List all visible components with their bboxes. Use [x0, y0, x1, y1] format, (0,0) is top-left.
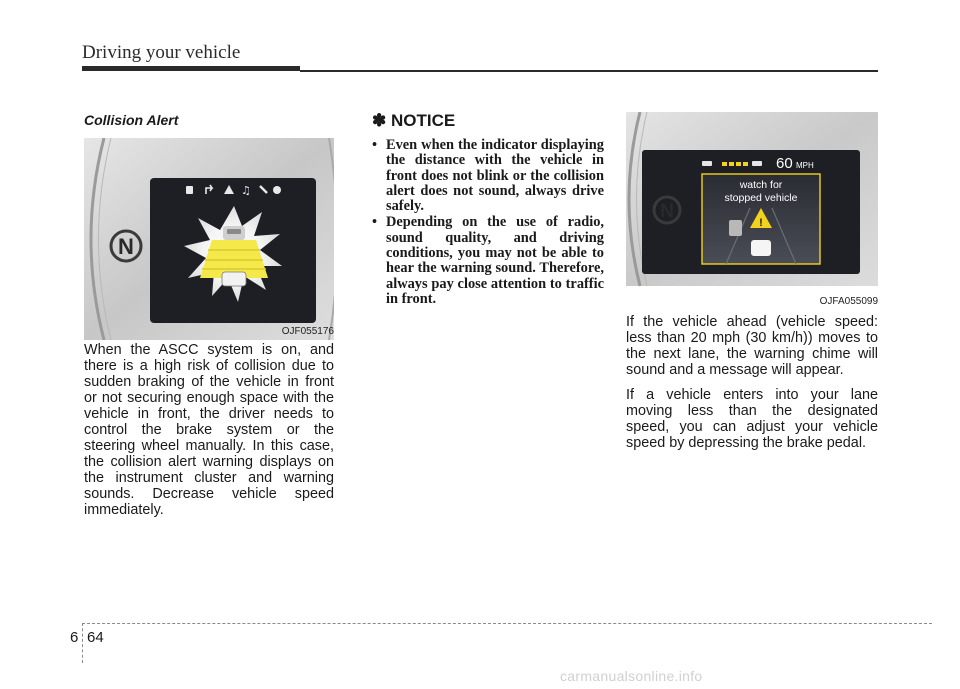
stopped-vehicle-image-code: OJFA055099: [819, 296, 878, 307]
music-note-icon: ♫: [241, 184, 251, 197]
stopped-vehicle-body: [626, 314, 878, 460]
fuel-icon: [186, 186, 193, 194]
header-rule-thin: [300, 70, 878, 72]
collision-alert-figure: [84, 138, 334, 340]
footer-rule: [82, 623, 932, 624]
stopped-vehicle-figure: [626, 112, 878, 312]
own-vehicle-icon: [222, 272, 246, 286]
notice-star-icon: ✽: [372, 111, 387, 130]
stopped-vehicle-paragraph-1: If the vehicle ahead (vehicle speed: less than 20 mph (30 km/h)) moves to the next lane, the warning chime will sound and a message will appear.: [626, 314, 878, 378]
collision-alert-paragraph: When the ASCC system is on, and there is a high risk of collision due to sudden braking of the vehicle in front or not securing enough space with the vehicle in front, the driver needs to control the brake system or the steering wheel manually. In this case, the collision alert warning displays on the instrument cluster and warning sounds. Decrease vehicle speed immediately.: [84, 342, 334, 518]
adjacent-vehicle-icon: [729, 220, 742, 236]
collision-alert-heading: Collision Alert: [84, 112, 179, 128]
notice-list: [372, 138, 604, 308]
notice-item: [372, 138, 604, 214]
message-line-1: watch for: [739, 179, 783, 191]
stopped-vehicle-cluster-illustration: [626, 112, 878, 312]
notice-heading: [372, 111, 455, 131]
notice-item-text: Depending on the use of radio, sound quality, and driving conditions, you may not be able to hear the warning sound. Therefore, always pay close attention to traffic in front.: [386, 214, 604, 307]
notice-item: [372, 215, 604, 307]
set-speed-value: 60: [776, 155, 793, 172]
svg-text:!: !: [759, 217, 763, 229]
page-header-title: Driving your vehicle: [82, 42, 241, 63]
watermark: carmanualsonline.info: [560, 668, 703, 684]
own-vehicle-icon: [751, 240, 771, 256]
bullet-icon: •: [372, 214, 378, 231]
set-speed-unit: MPH: [796, 161, 814, 170]
page-number: 64: [87, 629, 104, 646]
cluster-n-letter: N: [660, 201, 674, 222]
notice-item-text: Even when the indicator displaying the distance with the vehicle in front does not blink or the collision alert does not sound, always drive safely.: [386, 137, 604, 215]
collision-alert-image-code: OJF055176: [281, 326, 334, 337]
lead-car-mini-icon: [752, 161, 762, 166]
footer-divider: [82, 623, 83, 663]
cluster-n-letter: N: [118, 234, 134, 259]
bullet-icon: •: [372, 137, 378, 153]
chapter-number: 6: [70, 629, 79, 646]
collision-alert-cluster-illustration: [84, 138, 334, 340]
header-rule-thick: [82, 66, 300, 71]
gear-icon: [273, 186, 281, 194]
collision-alert-body: [84, 342, 334, 527]
own-car-mini-icon: [702, 161, 712, 166]
stopped-vehicle-paragraph-2: If a vehicle enters into your lane moving less than the designated speed, you can adjust your vehicle speed by depressing the brake pedal.: [626, 387, 878, 451]
notice-heading-label: NOTICE: [390, 111, 456, 130]
message-line-2: stopped vehicle: [724, 192, 798, 204]
